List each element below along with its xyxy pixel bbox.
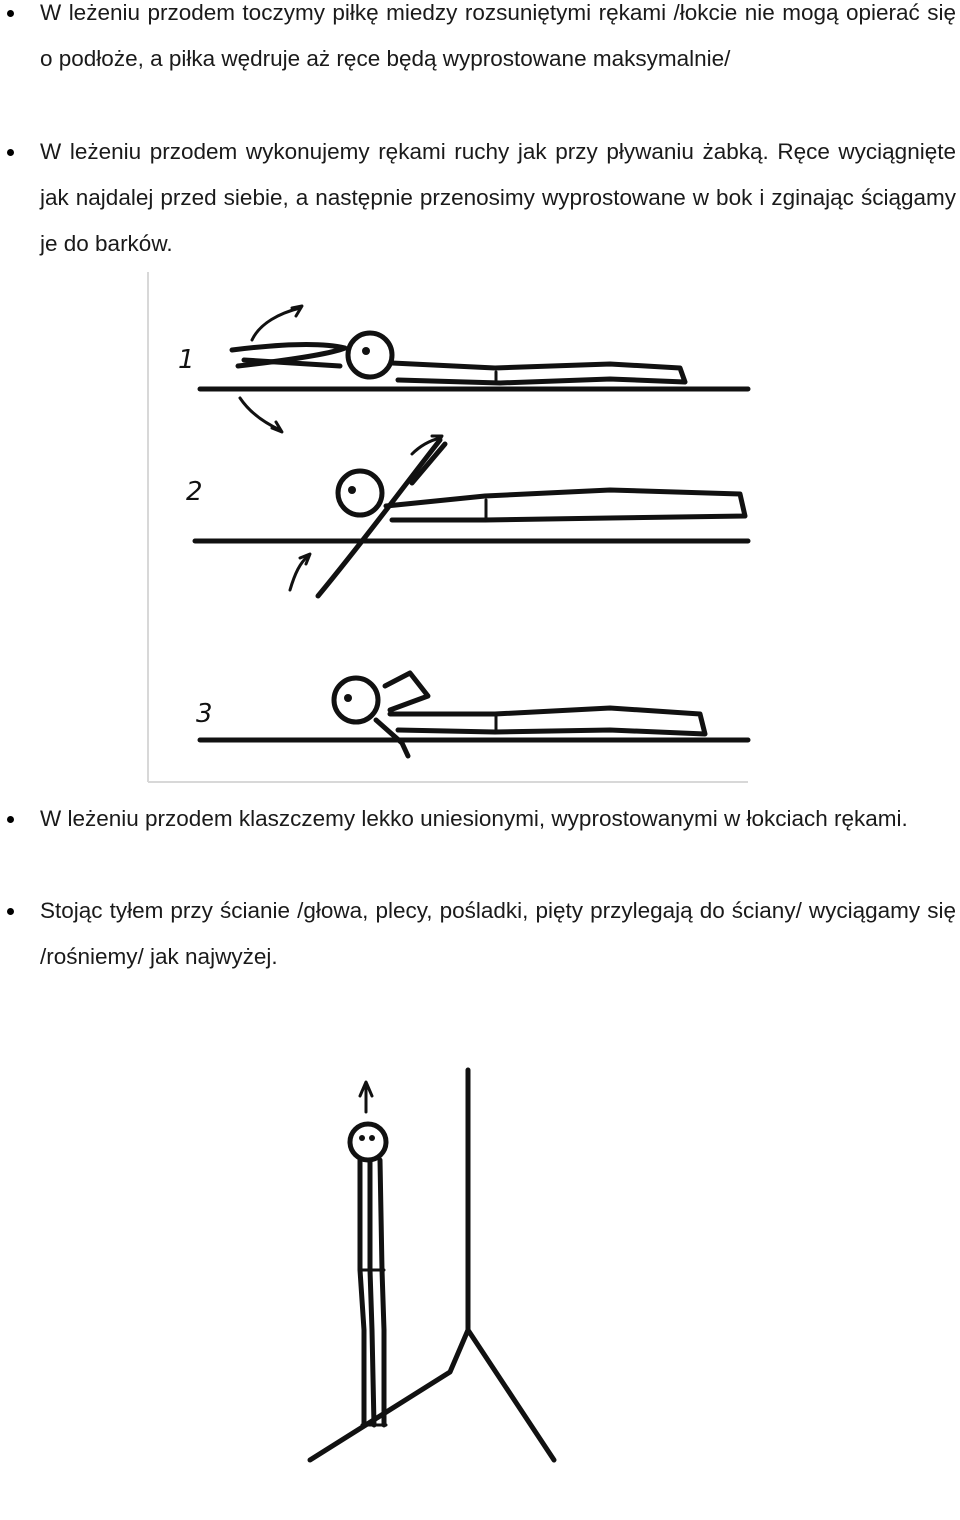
step-label-1: 1	[178, 345, 195, 375]
swim-exercise-illustration	[140, 268, 760, 788]
bullet-text-4: Stojąc tyłem przy ścianie /głowa, plecy, pośladki, pięty przylegają do ściany/ wyciągamy się /rośniemy/ jak najwyżej.	[40, 898, 956, 969]
bullet-dot	[7, 816, 14, 823]
bullet-dot	[7, 10, 14, 17]
step-label-3: 3	[196, 699, 213, 729]
bullet-text-3: W leżeniu przodem klaszczemy lekko uniesionymi, wyprostowanymi w łokciach rękami.	[40, 806, 908, 831]
bullet-dot	[7, 149, 14, 156]
bullet-dot	[7, 908, 14, 915]
bullet-text-1: W leżeniu przodem toczymy piłkę miedzy rozsuniętymi rękami /łokcie nie mogą opierać się o podłoże, a piłka wędruje aż ręce będą wyprostowane maksymalnie/	[40, 0, 956, 71]
figure-step-3	[200, 673, 748, 756]
figure-step-2	[195, 436, 748, 596]
figure-step-1	[200, 306, 748, 432]
step-label-2: 2	[186, 477, 203, 507]
wall-stretch-illustration	[300, 1030, 570, 1500]
bullet-text-2: W leżeniu przodem wykonujemy rękami ruchy jak przy pływaniu żabką. Ręce wyciągnięte jak najdalej przed siebie, a następnie przenosimy wyprostowane w bok i zginając ściągamy je do barków.	[40, 139, 956, 256]
